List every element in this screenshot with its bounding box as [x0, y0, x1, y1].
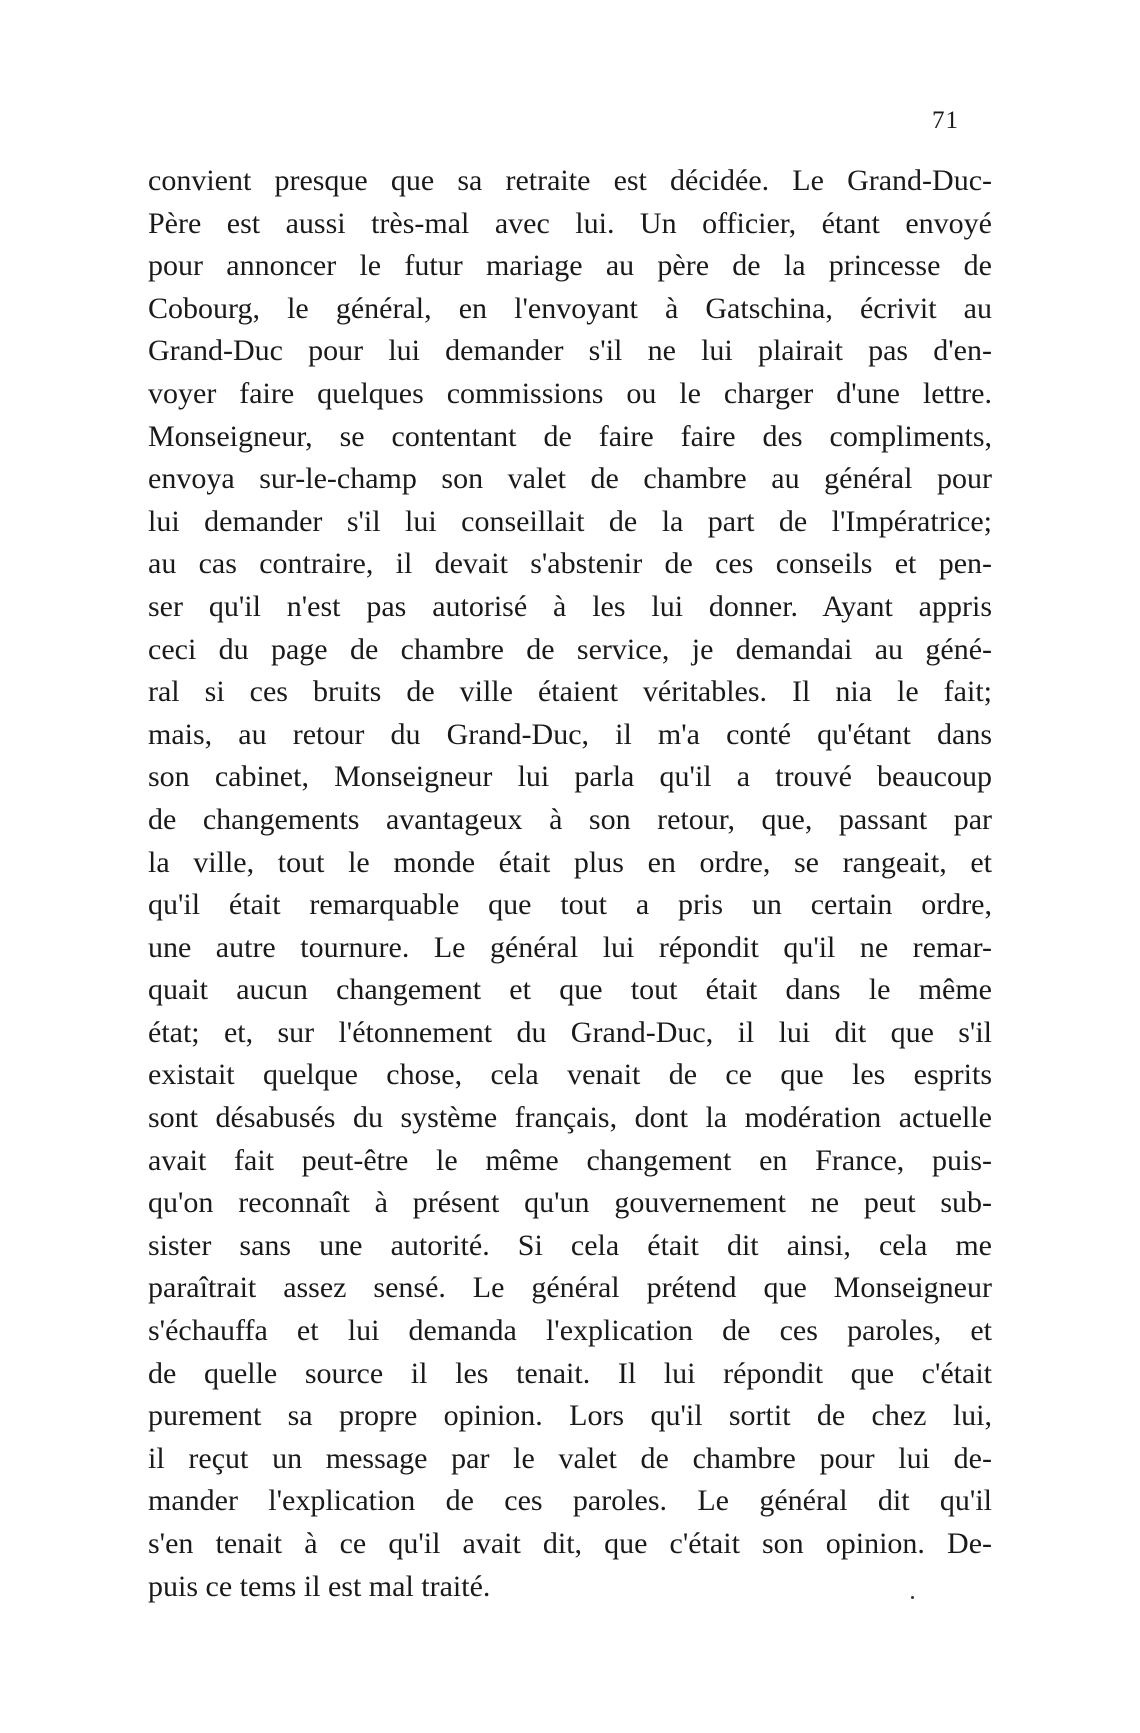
text-line: une autre tournure. Le général lui répondit qu'il ne remar-: [148, 930, 992, 964]
text-line: mais, au retour du Grand-Duc, il m'a conté qu'étant dans: [148, 717, 992, 751]
print-speck: [911, 1596, 914, 1599]
text-line: son cabinet, Monseigneur lui parla qu'il a trouvé beaucoup: [148, 760, 992, 794]
text-line: mander l'explication de ces paroles. Le général dit qu'il: [148, 1484, 992, 1518]
text-line: paraîtrait assez sensé. Le général prétend que Monseigneur: [148, 1271, 992, 1305]
text-line: existait quelque chose, cela venait de ce que les esprits: [148, 1058, 992, 1092]
text-line: lui demander s'il lui conseillait de la part de l'Impératrice;: [148, 504, 992, 538]
text-line: Père est aussi très-mal avec lui. Un officier, étant envoyé: [148, 206, 992, 240]
text-line: au cas contraire, il devait s'abstenir de ces conseils et pen-: [148, 547, 992, 581]
text-line: état; et, sur l'étonnement du Grand-Duc, il lui dit que s'il: [148, 1015, 992, 1049]
text-line: qu'il était remarquable que tout a pris un certain ordre,: [148, 888, 992, 922]
text-line: il reçut un message par le valet de chambre pour lui de-: [148, 1441, 992, 1475]
text-line: voyer faire quelques commissions ou le charger d'une lettre.: [148, 376, 992, 410]
text-line: sont désabusés du système français, dont la modération actuelle: [148, 1101, 992, 1135]
page-number: 71: [932, 107, 959, 134]
body-text: [148, 160, 992, 1608]
text-line: de quelle source il les tenait. Il lui répondit que c'était: [148, 1356, 992, 1390]
text-line: Cobourg, le général, en l'envoyant à Gatschina, écrivit au: [148, 291, 992, 325]
text-line: ral si ces bruits de ville étaient véritables. Il nia le fait;: [148, 675, 992, 709]
text-line: s'échauffa et lui demanda l'explication de ces paroles, et: [148, 1314, 992, 1348]
text-line: la ville, tout le monde était plus en ordre, se rangeait, et: [148, 845, 992, 879]
text-line: Monseigneur, se contentant de faire faire des compliments,: [148, 419, 992, 453]
text-line: ceci du page de chambre de service, je demandai au géné-: [148, 632, 992, 666]
text-line: ser qu'il n'est pas autorisé à les lui donner. Ayant appris: [148, 589, 992, 623]
text-line: de changements avantageux à son retour, que, passant par: [148, 802, 992, 836]
text-line: convient presque que sa retraite est décidée. Le Grand-Duc-: [148, 164, 992, 197]
text-line: s'en tenait à ce qu'il avait dit, que c'était son opinion. De-: [148, 1527, 992, 1560]
text-line-last: puis ce tems il est mal traité.: [148, 1569, 491, 1603]
text-line: purement sa propre opinion. Lors qu'il sortit de chez lui,: [148, 1399, 992, 1433]
text-line: quait aucun changement et que tout était dans le même: [148, 973, 992, 1007]
text-line: qu'on reconnaît à présent qu'un gouvernement ne peut sub-: [148, 1186, 992, 1220]
text-line: pour annoncer le futur mariage au père de la princesse de: [148, 249, 992, 283]
text-line: sister sans une autorité. Si cela était dit ainsi, cela me: [148, 1228, 992, 1262]
text-line: envoya sur-le-champ son valet de chambre au général pour: [148, 462, 992, 496]
text-line: avait fait peut-être le même changement en France, puis-: [148, 1143, 992, 1177]
text-line: Grand-Duc pour lui demander s'il ne lui plairait pas d'en-: [148, 334, 992, 368]
